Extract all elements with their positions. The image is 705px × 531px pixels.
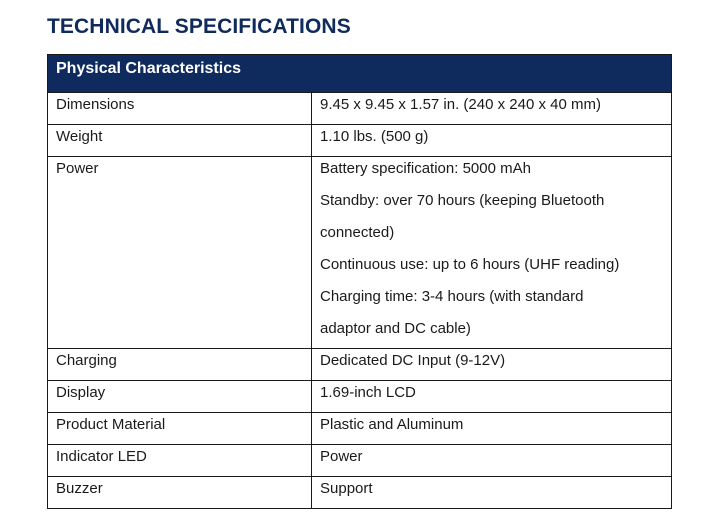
spec-value: Support [312,477,672,509]
table-row [48,477,672,509]
spec-value: 1.10 lbs. (500 g) [312,125,672,157]
spec-table [47,54,672,509]
spec-label: Indicator LED [48,445,312,477]
spec-value: Power [312,445,672,477]
table-row [48,381,672,413]
page-title: TECHNICAL SPECIFICATIONS [47,15,351,38]
spec-value-line: Battery specification: 5000 mAh [320,160,531,177]
spec-value-line: adaptor and DC cable) [320,320,471,337]
spec-value: Plastic and Aluminum [312,413,672,445]
spec-value-line: Continuous use: up to 6 hours (UHF reading) [320,256,620,273]
section-header-row [48,55,672,93]
spec-value-multiline [312,157,672,349]
spec-value-line: connected) [320,224,395,241]
spec-value: 9.45 x 9.45 x 1.57 in. (240 x 240 x 40 mm) [312,93,672,125]
spec-value: 1.69-inch LCD [312,381,672,413]
table-row [48,157,672,349]
spec-label: Weight [48,125,312,157]
table-row [48,93,672,125]
table-row [48,125,672,157]
spec-label: Charging [48,349,312,381]
spec-label: Product Material [48,413,312,445]
spec-label: Dimensions [48,93,312,125]
spec-value-line: Standby: over 70 hours (keeping Bluetooth [320,192,605,209]
spec-label: Display [48,381,312,413]
table-row [48,445,672,477]
table-row [48,349,672,381]
spec-label: Power [48,157,312,349]
table-row [48,413,672,445]
spec-value-line: Charging time: 3-4 hours (with standard [320,288,584,305]
spec-label: Buzzer [48,477,312,509]
section-heading: Physical Characteristics [48,55,672,93]
spec-value: Dedicated DC Input (9-12V) [312,349,672,381]
